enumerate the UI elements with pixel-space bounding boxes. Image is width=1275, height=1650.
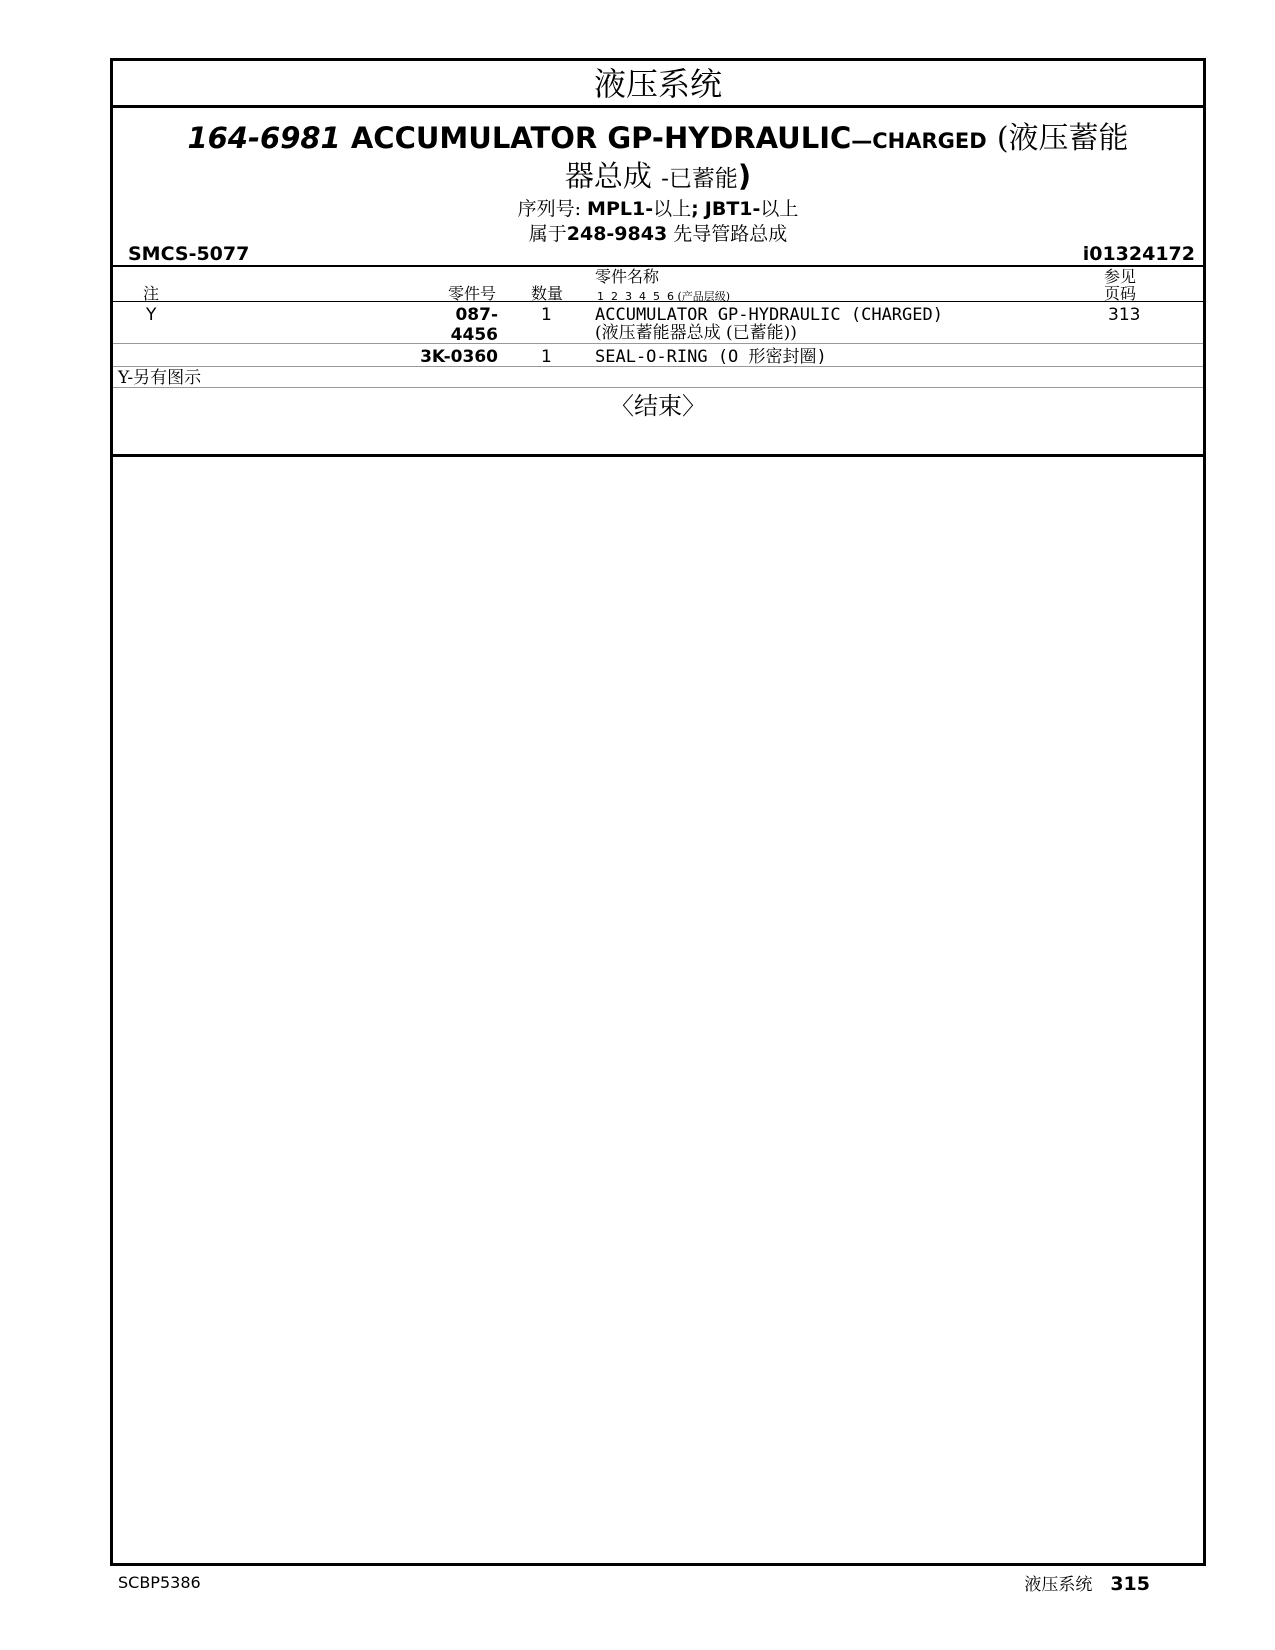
- header-levels-note: (产品层级): [677, 290, 731, 303]
- serial-range-1: 以上: [653, 198, 692, 220]
- footnote: Y-另有图示: [118, 368, 202, 388]
- group-title-cn-c: -已蓄能: [661, 166, 738, 192]
- row-description: SEAL-O-RING (O 形密封圈): [595, 347, 827, 367]
- serial-label: 序列号:: [517, 198, 581, 220]
- section-title: 液压系统: [113, 61, 1203, 108]
- group-title-cn-b: 器总成: [564, 159, 652, 193]
- smcs-code: SMCS-5077: [128, 243, 250, 265]
- footer-section: 液压系统: [1024, 1575, 1093, 1595]
- row-quantity: 1: [541, 347, 552, 367]
- row-description: ACCUMULATOR GP-HYDRAULIC (CHARGED): [595, 305, 943, 325]
- header-level-numbers: 1 2 3 4 5 6: [597, 290, 674, 303]
- page-frame: [110, 58, 1206, 1566]
- row-part-number: 3K-0360: [420, 347, 498, 367]
- heading-line-2: [113, 158, 1203, 197]
- group-title-cn-a: (液压蓄能: [996, 121, 1129, 156]
- section-bottom-rule: [113, 454, 1203, 457]
- row-divider: [113, 343, 1203, 344]
- footer-page-info: [1024, 1570, 1150, 1595]
- row-quantity: 1: [541, 305, 552, 325]
- row-divider: [113, 366, 1203, 367]
- header-part-name: 零件名称: [595, 267, 660, 286]
- group-title: ACCUMULATOR GP-HYDRAULIC: [350, 121, 852, 155]
- header-see-page-1: 参见: [1104, 267, 1137, 286]
- row-see-page: 313: [1108, 305, 1141, 325]
- serial-prefix-1: MPL1-: [587, 198, 654, 220]
- belongs-number: 248-9843: [566, 223, 668, 245]
- row-part-number: 087-4456: [450, 305, 498, 345]
- group-title-close: ): [737, 159, 752, 193]
- group-heading: [113, 121, 1203, 247]
- header-rule: [113, 301, 1203, 302]
- illustration-id: i01324172: [1082, 243, 1195, 265]
- heading-line-1: [113, 121, 1203, 158]
- serial-separator: ;: [691, 198, 699, 220]
- header-part-number: 零件号: [448, 284, 497, 303]
- serial-line: [113, 197, 1203, 222]
- header-quantity: 数量: [531, 284, 564, 303]
- end-marker: 〈结束〉: [610, 392, 706, 420]
- belongs-name: 先导管路总成: [673, 223, 788, 245]
- serial-range-2: 以上: [760, 198, 799, 220]
- group-part-number: 164-6981: [187, 121, 341, 155]
- group-title-suffix: —CHARGED: [851, 129, 987, 153]
- serial-prefix-2: JBT1-: [704, 198, 761, 220]
- footer-page-number: 315: [1110, 1573, 1150, 1595]
- row-description-cn: (液压蓄能器总成 (已蓄能)): [595, 323, 797, 343]
- belongs-line: [113, 222, 1203, 247]
- row-note: Y: [146, 305, 157, 325]
- header-see-page-2: 页码: [1104, 284, 1137, 303]
- header-note: 注: [143, 284, 160, 303]
- footer-doc-id: SCBP5386: [118, 1573, 201, 1592]
- belongs-label: 属于: [528, 223, 567, 245]
